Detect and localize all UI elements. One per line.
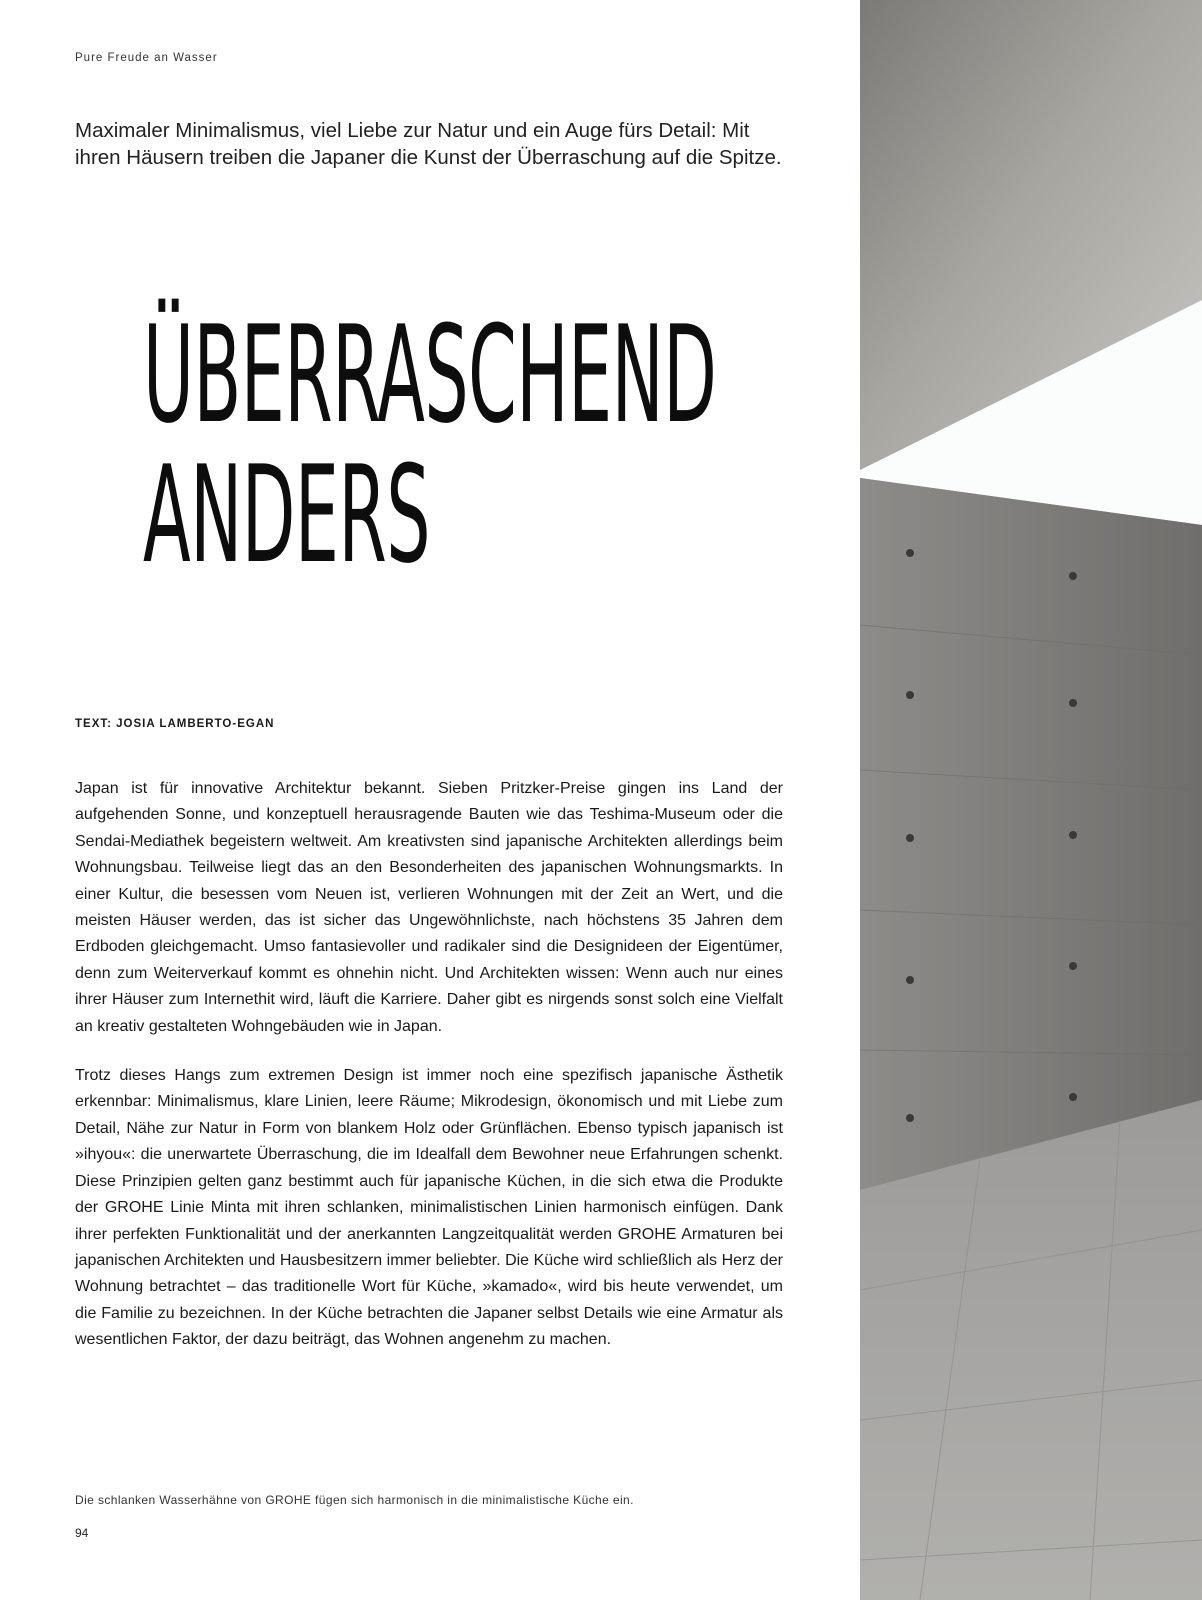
body-paragraph-2: Trotz dieses Hangs zum extremen Design ist immer noch eine spezifisch japanische Ästhetik erkennbar: Minimalismus, klare Linien, leere Räume; Mikrodesign, ökonomisch und mit Liebe zum Detail, Nähe zur Natur in Form von blankem Holz oder Grünflächen. Ebenso typisch japanisch ist »ihyou«: die unerwartete Überraschung, die im Idealfall dem Bewohner neue Erfahrungen schenkt. Diese Prinzipien gelten ganz bestimmt auch für japanische Küchen, in die sich etwa die Produkte der GROHE Linie Minta mit ihren schlanken, minimalistischen Linien harmonisch einfügen. Dank ihrer perfekten Funktionalität und der anerkannten Langzeitqualität werden GROHE Armaturen bei japanischen Architekten und Hausbesitzern immer beliebter. Die Küche wird schließlich als Herz der Wohnung betrachtet – das traditionelle Wort für Küche, »kamado«, wird bis heute verwendet, um die Familie zu bezeichnen. In der Küche betrachten die Japaner selbst Details wie eine Armatur als wesentlichen Faktor, der dazu beiträgt, das Wohnen angenehm zu machen.	[75, 1067, 783, 1349]
concrete-wall	[860, 478, 1202, 1190]
headline-line-1: ÜBERRASCHEND	[143, 297, 717, 453]
intro-lead: Maximaler Minimalismus, viel Liebe zur Natur und ein Auge fürs Detail: Mit ihren Häusern treiben die Japaner die Kunst der Überraschung auf die Spitze.	[75, 119, 782, 169]
concrete-wall-photo	[860, 0, 1202, 1600]
photo-illustration	[860, 0, 1202, 1600]
author-byline: TEXT: JOSIA LAMBERTO-EGAN	[75, 718, 275, 730]
photo-caption: Die schlanken Wasserhähne von GROHE fügen sich harmonisch in die minimalistische Küche ein.	[75, 1493, 634, 1507]
article-body	[75, 776, 783, 1377]
headline-line-2: ANDERS	[143, 437, 430, 593]
running-head: Pure Freude an Wasser	[75, 52, 218, 64]
body-paragraph-1: Japan ist für innovative Architektur bekannt. Sieben Pritzker-Preise gingen ins Land der aufgehenden Sonne, und konzeptuell herausragende Bauten wie das Teshima-Museum oder die Sendai-Mediathek begeistern weltweit. Am kreativsten sind japanische Architekten allerdings beim Wohnungsbau. Teilweise liegt das an den Besonderheiten des japanischen Wohnungsmarkts. In einer Kultur, die besessen vom Neuen ist, verlieren Wohnungen mit der Zeit an Wert, und die meisten Häuser werden, das ist sicher das Ungewöhnlichste, nach höchstens 35 Jahren dem Erdboden gleichgemacht. Umso fantasievoller und radikaler sind die Designideen der Eigentümer, denn zum Weiterverkauf kommt es ohnehin nicht. Und Architekten wissen: Wenn auch nur eines ihrer Häuser zum Internethit wird, läuft die Karriere. Daher gibt es nirgends sonst solch eine Vielfalt an kreativ gestalteten Wohngebäuden wie in Japan.	[75, 780, 783, 1035]
page-number: 94	[75, 1526, 89, 1540]
article-headline	[143, 297, 717, 593]
